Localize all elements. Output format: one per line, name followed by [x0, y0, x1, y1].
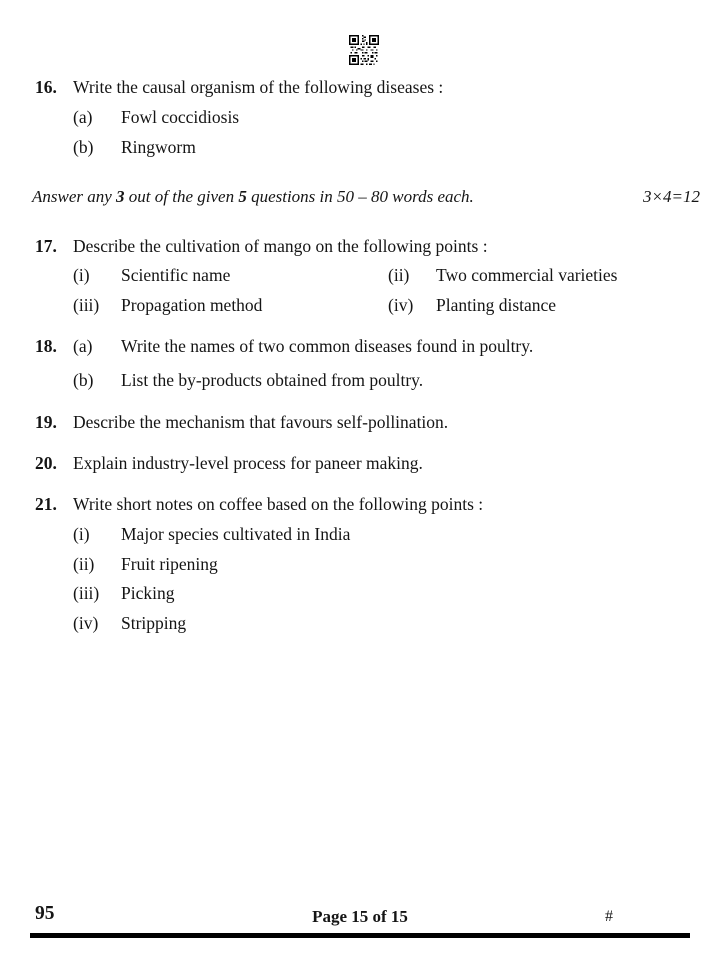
item-text: Two commercial varieties — [436, 265, 618, 285]
question-19 — [35, 412, 727, 433]
item-text: List the by-products obtained from poultry. — [121, 370, 424, 390]
instruction-text: Answer any 3 out of the given 5 questions in 50 – 80 words each. — [32, 187, 474, 206]
item-text: Fowl coccidiosis — [121, 107, 240, 127]
question-text: Write the causal organism of the following diseases : — [73, 77, 444, 97]
question-16-item-a — [73, 107, 727, 128]
marks-value: 3×4=12 — [643, 187, 700, 206]
item-text: Fruit ripening — [121, 554, 218, 574]
item-label: (iv) — [388, 295, 414, 315]
item-label: (b) — [73, 370, 94, 390]
question-text: Write short notes on coffee based on the following points : — [73, 494, 484, 514]
item-label: (i) — [73, 524, 90, 544]
item-text: Planting distance — [436, 295, 557, 315]
item-label: (a) — [73, 107, 93, 127]
question-16 — [35, 77, 727, 98]
question-number: 18. — [35, 336, 57, 356]
question-17-row-2 — [73, 295, 727, 316]
item-label: (ii) — [73, 554, 95, 574]
item-label: (a) — [73, 336, 93, 356]
question-21 — [35, 494, 727, 515]
question-16-item-b — [73, 137, 727, 158]
question-17-row-1 — [73, 265, 727, 286]
item-text: Propagation method — [121, 295, 263, 315]
question-number: 16. — [35, 77, 57, 97]
item-label: (ii) — [388, 265, 410, 285]
question-21-item-iv — [73, 613, 727, 634]
item-label: (b) — [73, 137, 94, 157]
item-label: (i) — [73, 265, 90, 285]
footer-rule — [30, 933, 690, 938]
item-label: (iii) — [73, 583, 100, 603]
question-18 — [35, 336, 727, 357]
question-18-item-b — [73, 370, 727, 391]
item-text: Write the names of two common diseases found in poultry. — [121, 336, 534, 356]
item-label: (iii) — [73, 295, 100, 315]
item-label: (iv) — [73, 613, 99, 633]
question-number: 19. — [35, 412, 57, 432]
item-text: Scientific name — [121, 265, 231, 285]
question-text: Explain industry-level process for paneer making. — [73, 453, 423, 473]
question-number: 21. — [35, 494, 57, 514]
question-21-item-iii — [73, 583, 727, 604]
item-text: Ringworm — [121, 137, 196, 157]
question-17 — [35, 236, 727, 257]
page-number: Page 15 of 15 — [312, 907, 408, 926]
section-instruction — [32, 186, 700, 207]
question-number: 20. — [35, 453, 57, 473]
question-text: Describe the mechanism that favours self-pollination. — [73, 412, 449, 432]
question-number: 17. — [35, 236, 57, 256]
question-21-item-ii — [73, 554, 727, 575]
item-text: Stripping — [121, 613, 187, 633]
question-text: Describe the cultivation of mango on the following points : — [73, 236, 488, 256]
item-text: Picking — [121, 583, 175, 603]
paper-code: 95 — [35, 903, 55, 924]
hash-mark: # — [605, 908, 613, 925]
item-text: Major species cultivated in India — [121, 524, 351, 544]
question-20 — [35, 453, 727, 474]
question-21-item-i — [73, 524, 727, 545]
